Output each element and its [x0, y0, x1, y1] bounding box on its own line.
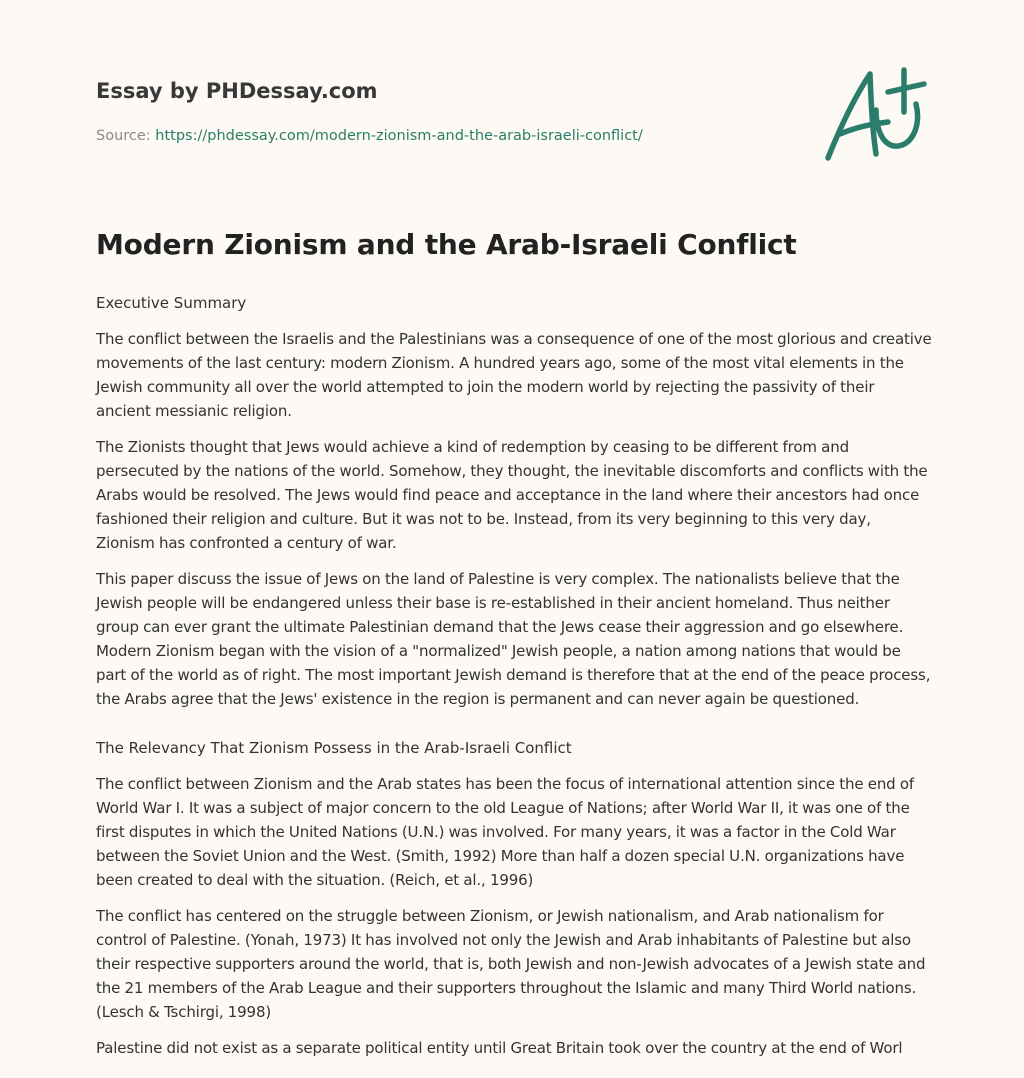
- essay-content: [96, 224, 932, 1060]
- essay-body: [96, 291, 932, 1060]
- section-heading: Executive Summary: [96, 294, 247, 312]
- paragraph: The Zionists thought that Jews would achieve a kind of redemption by ceasing to be different from and persecuted by the nations of the world. Somehow, they thought, the inevitable discomforts and conflicts with the Arabs would be resolved. The Jews would find peace and acceptance in the land where their ancestors had once fashioned their religion and culture. But it was not to be. Instead, from its very beginning to this very day, Zionism has confronted a century of war.: [96, 438, 928, 552]
- source-line: [96, 126, 796, 146]
- source-link[interactable]: https://phdessay.com/modern-zionism-and-the-arab-israeli-conflict/: [155, 128, 643, 144]
- a-plus-logo-icon: [818, 62, 930, 166]
- page-header: [96, 76, 796, 146]
- essay-title: Modern Zionism and the Arab-Israeli Conflict: [96, 228, 797, 261]
- section-heading: The Relevancy That Zionism Possess in the Arab-Israeli Conflict: [96, 739, 572, 757]
- paragraph: The conflict between Zionism and the Arab states has been the focus of international attention since the end of World War I. It was a subject of major concern to the old League of Nations; after World War II, it was one of the first disputes in which the United Nations (U.N.) was involved. For many years, it was a factor in the Cold War between the Soviet Union and the West. (Smith, 1992) More than half a dozen special U.N. organizations have been created to deal with the situation. (Reich, et al., 1996): [96, 775, 915, 889]
- paragraph: Palestine did not exist as a separate political entity until Great Britain took over the country at the end of Worl: [96, 1039, 903, 1057]
- paragraph: The conflict between the Israelis and the Palestinians was a consequence of one of the most glorious and creative movements of the last century: modern Zionism. A hundred years ago, some of the most vital elements in the Jewish community all over the world attempted to join the modern world by rejecting the passivity of their ancient messianic religion.: [96, 330, 932, 420]
- paragraph: The conflict has centered on the struggle between Zionism, or Jewish nationalism, and Arab nationalism for control of Palestine. (Yonah, 1973) It has involved not only the Jewish and Arab inhabitants of Palestine but also their respective supporters around the world, that is, both Jewish and non-Jewish advocates of a Jewish state and the 21 members of the Arab League and their supporters throughout the Islamic and many Third World nations. (Lesch & Tschirgi, 1998): [96, 907, 926, 1021]
- site-title: Essay by PHDessay.com: [96, 79, 378, 103]
- logo-svg: [818, 62, 930, 166]
- source-label: Source:: [96, 128, 156, 144]
- paragraph: This paper discuss the issue of Jews on the land of Palestine is very complex. The nationalists believe that the Jewish people will be endangered unless their base is re-established in their ancient homeland. Thus neither group can ever grant the ultimate Palestinian demand that the Jews cease their aggression and go elsewhere. Modern Zionism began with the vision of a "normalized" Jewish people, a nation among nations that would be part of the world as of right. The most important Jewish demand is therefore that at the end of the peace process, the Arabs agree that the Jews' existence in the region is permanent and can never again be questioned.: [96, 570, 931, 708]
